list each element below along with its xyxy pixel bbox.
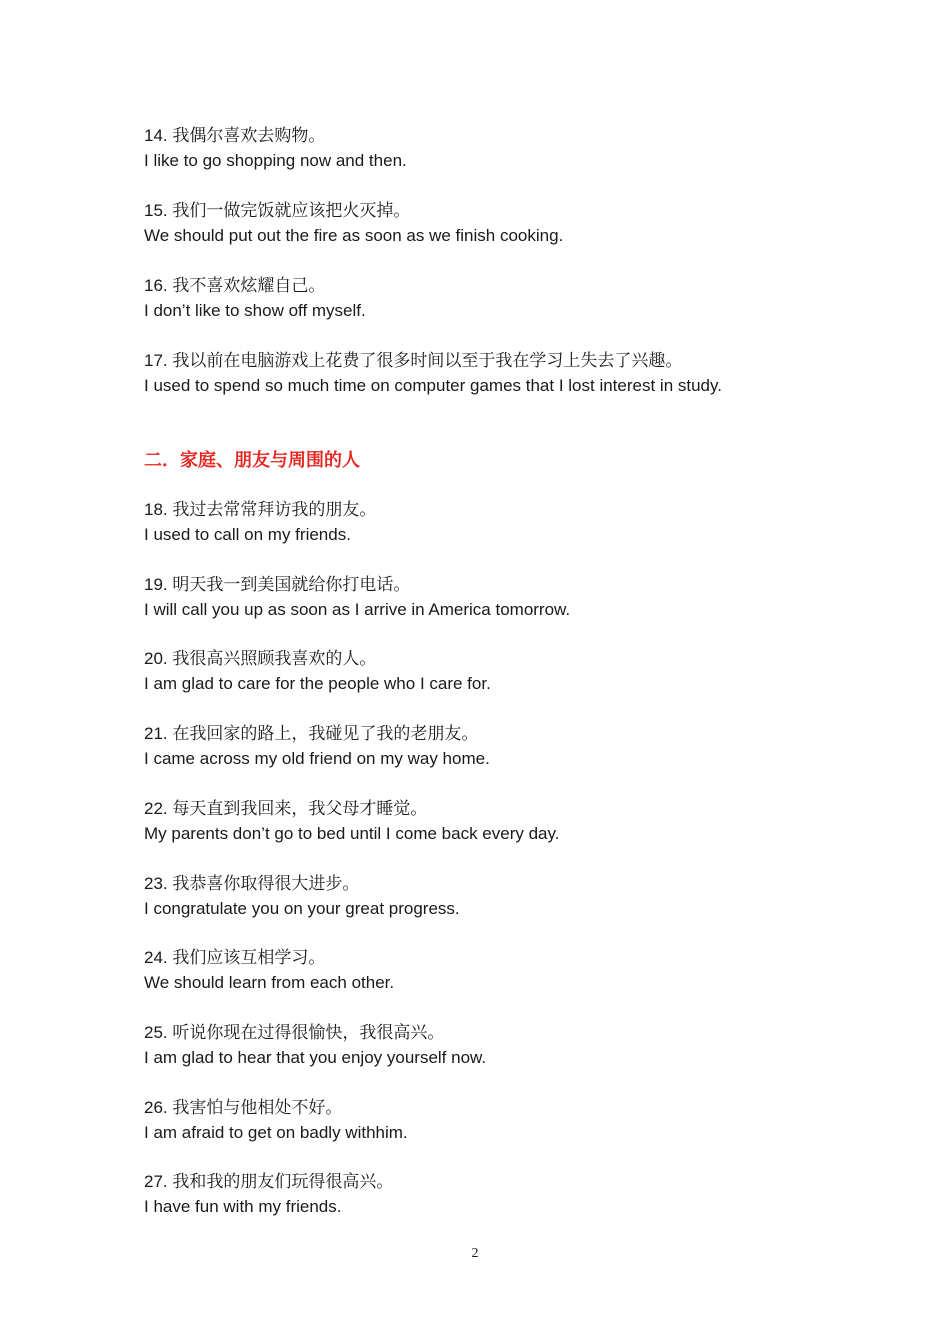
english-sentence: I will call you up as soon as I arrive in America tomorrow. (144, 600, 571, 619)
sentence-entry (144, 497, 904, 547)
entry-number: 22. (144, 799, 168, 818)
english-sentence: We should learn from each other. (144, 973, 395, 992)
chinese-sentence: 明天我一到美国就给你打电话。 (172, 575, 411, 595)
chinese-sentence: 我们应该互相学习。 (172, 948, 326, 968)
chinese-sentence: 我害怕与他相处不好。 (172, 1098, 343, 1118)
chinese-sentence: 在我回家的路上，我碰见了我的老朋友。 (172, 724, 479, 744)
sentence-entry (144, 572, 904, 622)
entry-number: 25. (144, 1023, 168, 1042)
english-sentence: I came across my old friend on my way home. (144, 749, 490, 768)
entry-number: 19. (144, 575, 168, 594)
entry-number: 15. (144, 201, 168, 220)
entry-number: 26. (144, 1098, 168, 1117)
sentence-entry (144, 796, 904, 846)
entry-number: 23. (144, 874, 168, 893)
entry-number: 24. (144, 948, 168, 967)
english-sentence: I am glad to hear that you enjoy yourself now. (144, 1048, 487, 1067)
chinese-sentence: 我和我的朋友们玩得很高兴。 (172, 1172, 394, 1192)
sentence-entry (144, 1095, 904, 1145)
english-sentence: I don’t like to show off myself. (144, 301, 366, 320)
sentence-entry (144, 945, 904, 995)
entry-number: 21. (144, 724, 168, 743)
entry-number: 17. (144, 351, 168, 370)
chinese-sentence: 我偶尔喜欢去购物。 (172, 126, 326, 146)
entry-number: 16. (144, 276, 168, 295)
entry-number: 27. (144, 1172, 168, 1191)
chinese-sentence: 我以前在电脑游戏上花费了很多时间以至于我在学习上失去了兴趣。 (172, 351, 683, 371)
chinese-sentence: 听说你现在过得很愉快，我很高兴。 (172, 1023, 445, 1043)
english-sentence: I congratulate you on your great progress. (144, 899, 460, 918)
english-sentence: I have fun with my friends. (144, 1197, 342, 1216)
sentence-entry (144, 1169, 904, 1219)
sentence-entry (144, 871, 904, 921)
chinese-sentence: 我过去常常拜访我的朋友。 (172, 500, 377, 520)
english-sentence: I am afraid to get on badly withhim. (144, 1123, 408, 1142)
chinese-sentence: 我们一做完饭就应该把火灭掉。 (172, 201, 411, 221)
english-sentence: I used to call on my friends. (144, 525, 351, 544)
english-sentence: I am glad to care for the people who I care for. (144, 674, 491, 693)
sentence-entry (144, 273, 904, 323)
english-sentence: We should put out the fire as soon as we finish cooking. (144, 226, 564, 245)
chinese-sentence: 我不喜欢炫耀自己。 (172, 276, 326, 296)
sentence-entry (144, 1020, 904, 1070)
sentence-entry (144, 198, 904, 248)
sentence-entry (144, 646, 904, 696)
english-sentence: My parents don’t go to bed until I come back every day. (144, 824, 560, 843)
sentence-entry (144, 721, 904, 771)
chinese-sentence: 每天直到我回来，我父母才睡觉。 (172, 799, 428, 819)
chinese-sentence: 我很高兴照顾我喜欢的人。 (172, 649, 377, 669)
english-sentence: I like to go shopping now and then. (144, 151, 407, 170)
entry-number: 18. (144, 500, 168, 519)
section-heading: 二．家庭、朋友与周围的人 (144, 450, 360, 471)
entry-number: 14. (144, 126, 168, 145)
sentence-entry (144, 123, 904, 173)
chinese-sentence: 我恭喜你取得很大进步。 (172, 874, 360, 894)
entry-number: 20. (144, 649, 168, 668)
english-sentence: I used to spend so much time on computer games that I lost interest in study. (144, 376, 722, 395)
sentence-entry (144, 348, 904, 398)
page-number: 2 (471, 1246, 479, 1261)
